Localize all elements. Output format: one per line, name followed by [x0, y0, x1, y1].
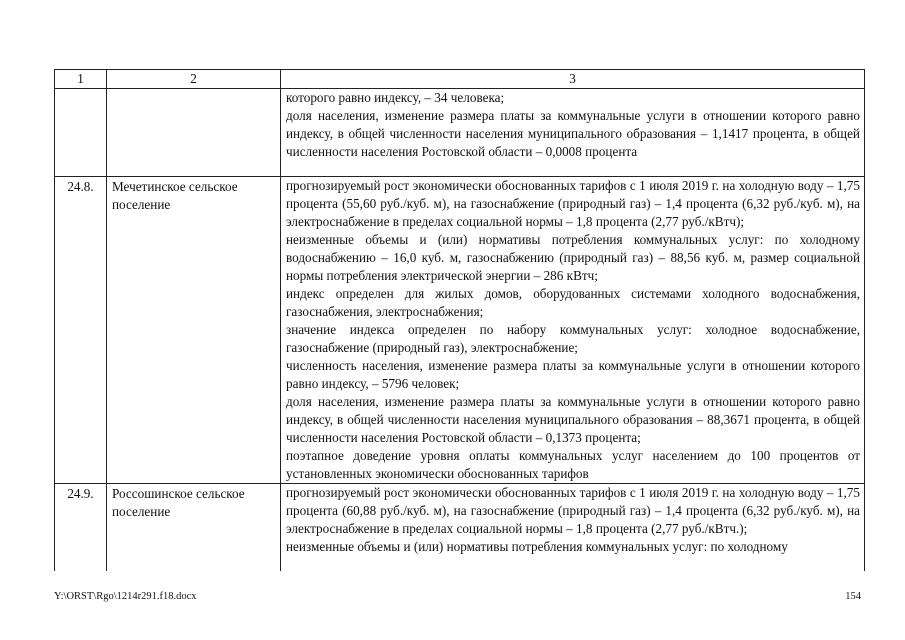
settlement-name: [107, 89, 281, 177]
table-row: [55, 177, 865, 484]
settlement-name: Россошинское сельское поселение: [107, 484, 281, 572]
paragraph: доля населения, изменение размера платы за коммунальные услуги в отношении которого равно индексу, в общей численности населения муниципального образования – 88,3671 процента, в общей численности населения Ростовской области – 0,1373 процента;: [286, 394, 860, 445]
row-number: [55, 89, 107, 177]
paragraph: которого равно индексу, – 34 человека;: [286, 90, 505, 105]
header-cell-1: 1: [55, 70, 107, 89]
data-table: [54, 69, 865, 571]
table-row: [55, 484, 865, 572]
row-number: 24.8.: [55, 177, 107, 484]
row-description: [281, 177, 865, 484]
footer-page-number: 154: [845, 591, 861, 602]
paragraph: прогнозируемый рост экономически обоснованных тарифов с 1 июля 2019 г. на холодную воду – 1,75 процента (60,88 руб./куб. м), на газоснабжение (природный газ) – 1,4 процента (6,32 руб./куб. м), на электроснабжение в пределах социальной нормы – 1,8 процента (2,77 руб./кВтч.);: [286, 485, 860, 536]
settlement-name: Мечетинское сельское поселение: [107, 177, 281, 484]
paragraph: неизменные объемы и (или) нормативы потребления коммунальных услуг: по холодному: [286, 539, 788, 554]
footer-file-path: Y:\ORST\Rgo\1214r291.f18.docx: [54, 591, 197, 602]
paragraph: значение индекса определен по набору коммунальных услуг: холодное водоснабжение, газоснабжение (природный газ), электроснабжение;: [286, 322, 860, 355]
table-row: [55, 89, 865, 177]
header-cell-3: 3: [281, 70, 865, 89]
row-description: [281, 89, 865, 177]
paragraph: доля населения, изменение размера платы за коммунальные услуги в отношении которого равно индексу, в общей численности населения муниципального образования – 1,1417 процента, в общей численности населения Ростовской области – 0,0008 процента: [286, 108, 860, 159]
page-bottom-margin: [0, 576, 905, 640]
header-cell-2: 2: [107, 70, 281, 89]
paragraph: поэтапное доведение уровня оплаты коммунальных услуг населением до 100 процентов от установленных экономически обоснованных тарифов: [286, 448, 860, 481]
paragraph: индекс определен для жилых домов, оборудованных системами холодного водоснабжения, газоснабжения, электроснабжения;: [286, 286, 860, 319]
row-number: 24.9.: [55, 484, 107, 572]
paragraph: прогнозируемый рост экономически обоснованных тарифов с 1 июля 2019 г. на холодную воду – 1,75 процента (55,60 руб./куб. м), на газоснабжение (природный газ) – 1,4 процента (6,32 руб./куб. м), на электроснабжение в пределах социальной нормы – 1,8 процента (2,77 руб./кВтч);: [286, 178, 860, 229]
header-row: [55, 70, 865, 89]
paragraph: численность населения, изменение размера платы за коммунальные услуги в отношении которого равно индексу, – 5796 человек;: [286, 358, 860, 391]
paragraph: неизменные объемы и (или) нормативы потребления коммунальных услуг: по холодному водоснабжению – 16,0 куб. м, газоснабжению (природный газ) – 88,56 куб. м, размер социальной нормы потребления электрической энергии – 286 кВтч;: [286, 232, 860, 283]
row-description: [281, 484, 865, 572]
